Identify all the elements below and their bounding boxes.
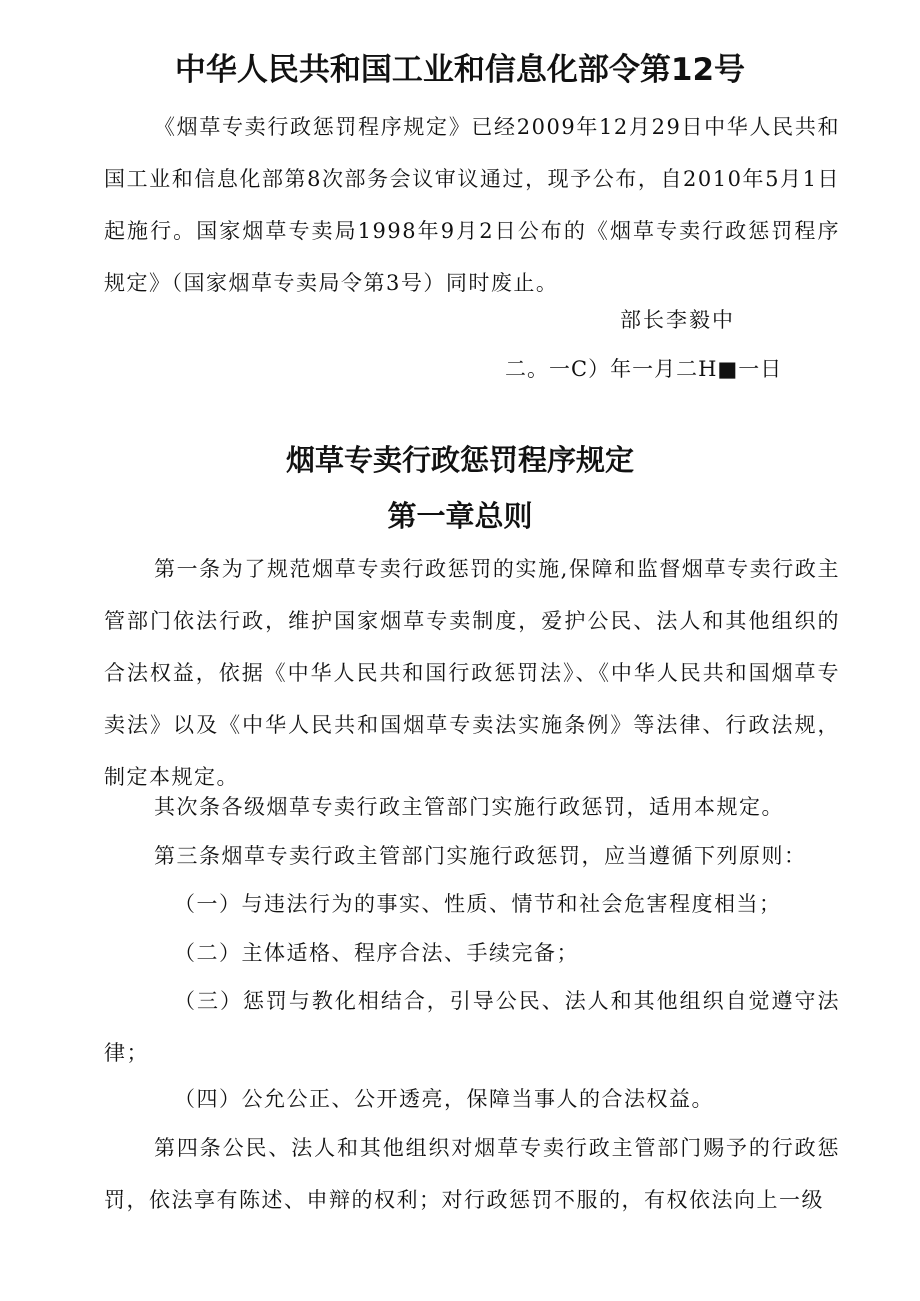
article-1: 第一条为了规范烟草专卖行政惩罚的实施,保障和监督烟草专卖行政主管部门依法行政，维护国家烟草专卖制度，爱护公民、法人和其他组织的合法权益，依据《中华人民共和国行政惩罚法》、《中华人民共和国烟草专卖法》以及《中华人民共和国烟草专卖法实施条例》等法律、行政法规，制定本规定。 (104, 557, 840, 789)
article-3-item: （三）惩罚与教化相结合，引导公民、法人和其他组织自觉遵守法律； (104, 989, 840, 1065)
decree-title: 中华人民共和国工业和信息化部令第12号 (174, 52, 746, 88)
decree-body: 《烟草专卖行政惩罚程序规定》已经2009年12月29日中华人民共和国工业和信息化部第8次部务会议审议通过，现予公布，自2010年5月1日起施行。国家烟草专卖局1998年9月2日公布的《烟草专卖行政惩罚程序规定》（国家烟草专卖局令第3号）同时废止。 (104, 115, 840, 295)
chapter-title: 第一章总则 (387, 499, 533, 533)
article-2: 其次条各级烟草专卖行政主管部门实施行政惩罚，适用本规定。 (154, 795, 784, 819)
decree-date: 二。一C）年一月二H■一日 (505, 357, 783, 381)
article-4: 第四条公民、法人和其他组织对烟草专卖行政主管部门赐予的行政惩罚，依法享有陈述、申辩的权利；对行政惩罚不服的，有权依法向上一级 (104, 1136, 840, 1212)
article-3-item: （一）与违法行为的事实、性质、情节和社会危害程度相当； (174, 892, 782, 916)
article-3-item: （四）公允公正、公开透亮，保障当事人的合法权益。 (174, 1087, 714, 1111)
article-3: 第三条烟草专卖行政主管部门实施行政惩罚，应当遵循下列原则： (154, 844, 807, 868)
article-3-item: （二）主体适格、程序合法、手续完备； (174, 941, 579, 965)
regulation-title: 烟草专卖行政惩罚程序规定 (285, 443, 634, 477)
decree-signer: 部长李毅中 (620, 308, 735, 332)
